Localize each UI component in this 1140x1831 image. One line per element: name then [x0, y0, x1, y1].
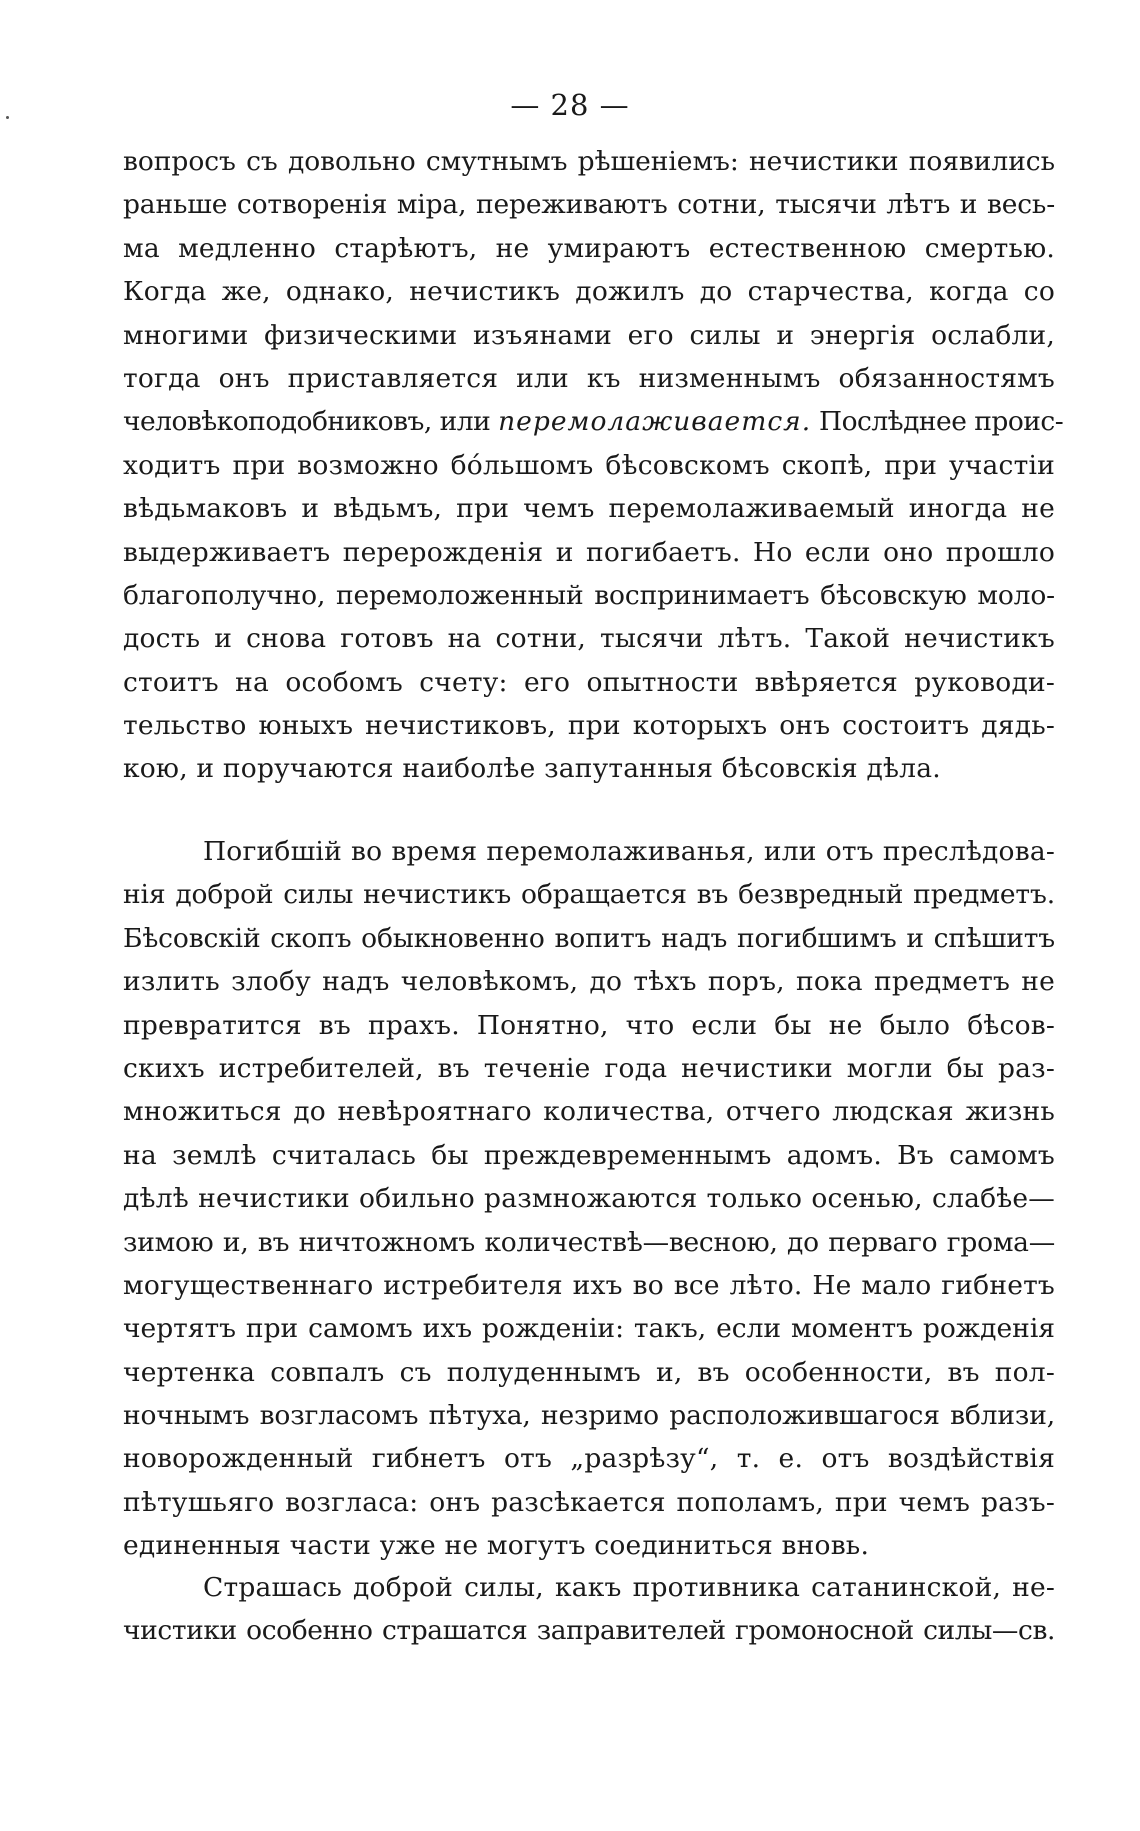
text-line: могущественнаго истребителя ихъ во все лѣто. Не мало гибнетъ [123, 1269, 1055, 1301]
text-line: чистики особенно страшатся заправителей громоносной силы—св. [123, 1615, 1055, 1647]
text-line: Погибшій во время перемолаживанья, или отъ преслѣдова- [203, 836, 1055, 867]
text-line: раньше сотворенія міра, переживаютъ сотни, тысячи лѣтъ и весь- [123, 189, 1055, 221]
emphasized-term: перемолаживается. [498, 406, 812, 438]
text-line: кою, и поручаются наиболѣе запутанныя бѣсовскія дѣла. [123, 753, 941, 785]
text-segment: человѣкоподобниковъ, или [123, 406, 491, 438]
paragraph-2 [123, 830, 1055, 1568]
text-line: излить злобу надъ человѣкомъ, до тѣхъ поръ, пока предметъ не [123, 966, 1055, 998]
text-line: дѣлѣ нечистики обильно размножаются только осенью, слабѣе— [123, 1183, 1055, 1215]
text-line: зимою и, въ ничтожномъ количествѣ—весною, до перваго грома— [123, 1226, 1055, 1258]
text-line: тельство юныхъ нечистиковъ, при которыхъ онъ состоитъ дядь- [123, 710, 1055, 742]
text-line: множиться до невѣроятнаго количества, отчего людская жизнь [123, 1096, 1055, 1128]
text-line: многими физическими изъянами его силы и энергія ослабли, [123, 319, 1055, 351]
text-line: чертенка совпалъ съ полуденнымъ и, въ особенности, въ пол- [123, 1356, 1055, 1388]
text-line: Бѣсовскій скопъ обыкновенно вопитъ надъ погибшимъ и спѣшитъ [123, 922, 1055, 954]
text-line: вѣдьмаковъ и вѣдьмъ, при чемъ перемолаживаемый иногда не [123, 493, 1055, 525]
text-line: ма медленно старѣютъ, не умираютъ естественною смертью. [123, 232, 1055, 264]
text-line: нія доброй силы нечистикъ обращается въ безвредный предметъ. [123, 879, 1055, 911]
text-line-mixed [123, 400, 1064, 443]
text-line: превратится въ прахъ. Понятно, что если бы не было бѣсов- [123, 1009, 1055, 1041]
text-line: благополучно, перемоложенный воспринимаетъ бѣсовскую моло- [123, 579, 1055, 611]
text-line: пѣтушьяго возгласа: онъ разсѣкается пополамъ, при чемъ разъ- [123, 1486, 1055, 1518]
text-line: Когда же, однако, нечистикъ дожилъ до старчества, когда со [123, 276, 1055, 308]
text-line: единенныя части уже не могутъ соединиться вновь. [123, 1530, 870, 1562]
page-number: — 28 — [510, 88, 630, 122]
text-line: Страшась доброй силы, какъ противника сатанинской, не- [203, 1572, 1055, 1603]
text-line: выдерживаетъ перерожденія и погибаетъ. Но если оно прошло [123, 536, 1055, 568]
paragraph-3 [123, 1566, 1055, 1653]
text-line: скихъ истребителей, въ теченіе года нечистики могли бы раз- [123, 1052, 1055, 1084]
text-line: новорожденный гибнетъ отъ „разрѣзу“, т. е. отъ воздѣйствія [123, 1443, 1055, 1475]
text-line: дость и снова готовъ на сотни, тысячи лѣтъ. Такой нечистикъ [123, 623, 1055, 655]
text-line: ходитъ при возможно бо́льшомъ бѣсовскомъ скопѣ, при участіи [123, 449, 1055, 481]
text-line: вопросъ съ довольно смутнымъ рѣшеніемъ: нечистики появились [123, 146, 1055, 177]
text-segment: Послѣднее проис- [819, 406, 1064, 438]
paragraph-1 [123, 140, 1064, 791]
text-line: чертятъ при самомъ ихъ рожденіи: такъ, если моментъ рожденія [123, 1313, 1055, 1345]
text-line: стоитъ на особомъ счету: его опытности ввѣряется руководи- [123, 666, 1055, 698]
text-line: ночнымъ возгласомъ пѣтуха, незримо расположившагося вблизи, [123, 1400, 1055, 1432]
text-line: тогда онъ приставляется или къ низменнымъ обязанностямъ [123, 362, 1055, 394]
text-line: на землѣ считалась бы преждевременнымъ адомъ. Въ самомъ [123, 1139, 1055, 1171]
